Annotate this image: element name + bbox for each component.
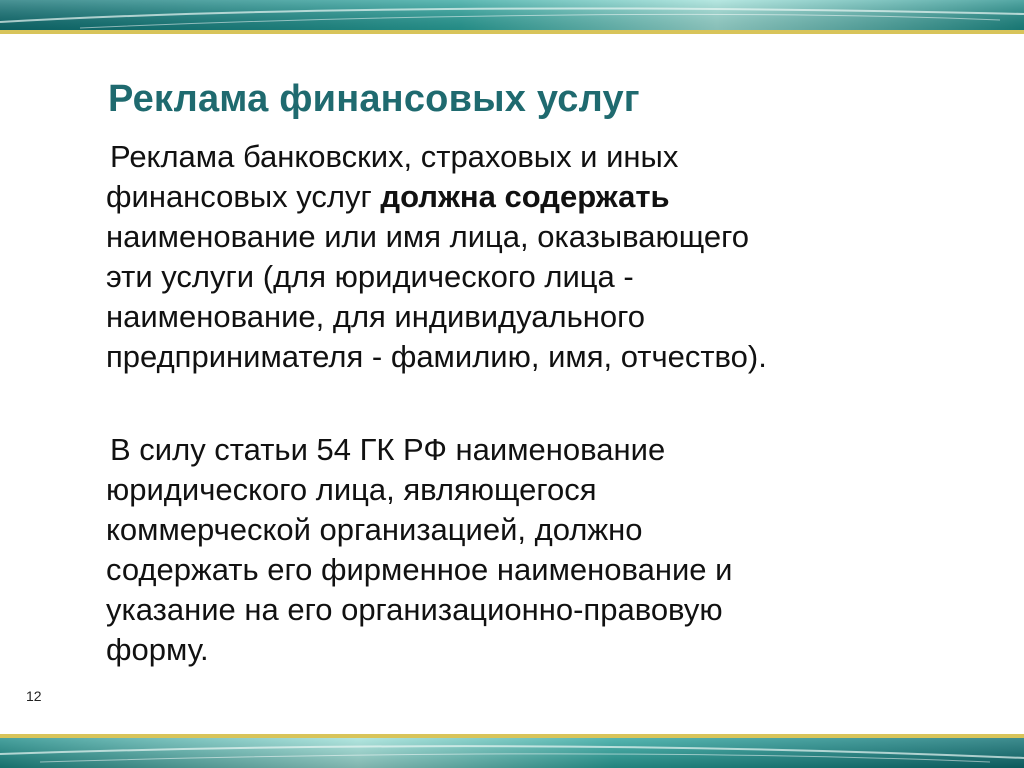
- paragraph2-line: содержать его фирменное наименование и: [106, 552, 733, 587]
- footer-decoration: [0, 734, 1024, 768]
- paragraph2-line: указание на его организационно-правовую: [106, 592, 723, 627]
- header-wave-graphic: [0, 0, 1024, 34]
- paragraph2-line: форму.: [106, 632, 209, 667]
- paragraph-civil-code-article: [106, 430, 926, 670]
- paragraph1-line: Реклама банковских, страховых и иных: [110, 139, 679, 174]
- paragraph1-line: наименование, для индивидуального: [106, 299, 646, 334]
- slide-number: 12: [26, 688, 42, 704]
- paragraph1-text: финансовых услуг: [106, 179, 381, 214]
- paragraph-advertising-requirements: [106, 137, 926, 377]
- slide-title: Реклама финансовых услуг: [108, 78, 640, 120]
- paragraph2-line: юридического лица, являющегося: [106, 472, 597, 507]
- footer-wave-graphic: [0, 734, 1024, 768]
- paragraph2-line: коммерческой организацией, должно: [106, 512, 643, 547]
- paragraph1-line: предпринимателя - фамилию, имя, отчество).: [106, 339, 767, 374]
- header-decoration: [0, 0, 1024, 34]
- paragraph2-line: В силу статьи 54 ГК РФ наименование: [110, 432, 666, 467]
- emphasis-text: должна содержать: [380, 179, 670, 214]
- paragraph1-line: эти услуги (для юридического лица -: [106, 259, 634, 294]
- paragraph1-line: [106, 177, 926, 217]
- paragraph1-line: наименование или имя лица, оказывающего: [106, 219, 749, 254]
